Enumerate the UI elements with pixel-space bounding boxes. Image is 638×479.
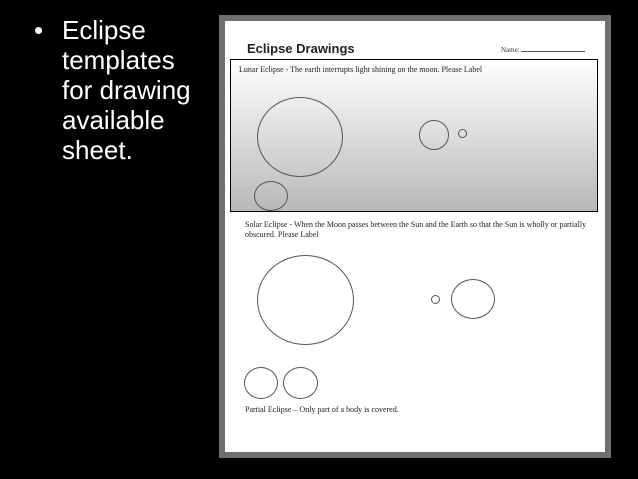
solar-moon-circle [431, 295, 440, 304]
solar-earth-circle [451, 279, 495, 319]
lunar-sun-circle [257, 97, 343, 177]
solar-sun-circle [257, 255, 354, 345]
partial-caption: Partial Eclipse – Only part of a body is covered. [245, 405, 399, 414]
bullet-dot: • [34, 15, 44, 45]
solar-caption: Solar Eclipse - When the Moon passes between the Sun and the Earth so that the Sun is wholly or partially obscured. Please Label [245, 220, 587, 239]
lunar-extra-circle [254, 181, 288, 211]
worksheet-image-frame [219, 15, 611, 458]
worksheet-title: Eclipse Drawings [247, 41, 355, 56]
lunar-caption: Lunar Eclipse - The earth interrupts light shining on the moon. Please Label [239, 65, 483, 74]
name-blank-line [521, 51, 585, 52]
partial-eclipse-circle-right [283, 367, 318, 399]
bullet-text: Eclipse templates for drawing available sheet. [62, 15, 191, 165]
lunar-moon-circle [458, 129, 467, 138]
name-label: Name: [501, 46, 520, 54]
worksheet-page [225, 21, 605, 452]
partial-eclipse-circle-left [244, 367, 278, 399]
lunar-eclipse-box [230, 59, 598, 212]
name-field [501, 46, 585, 54]
lunar-earth-circle [419, 120, 449, 150]
